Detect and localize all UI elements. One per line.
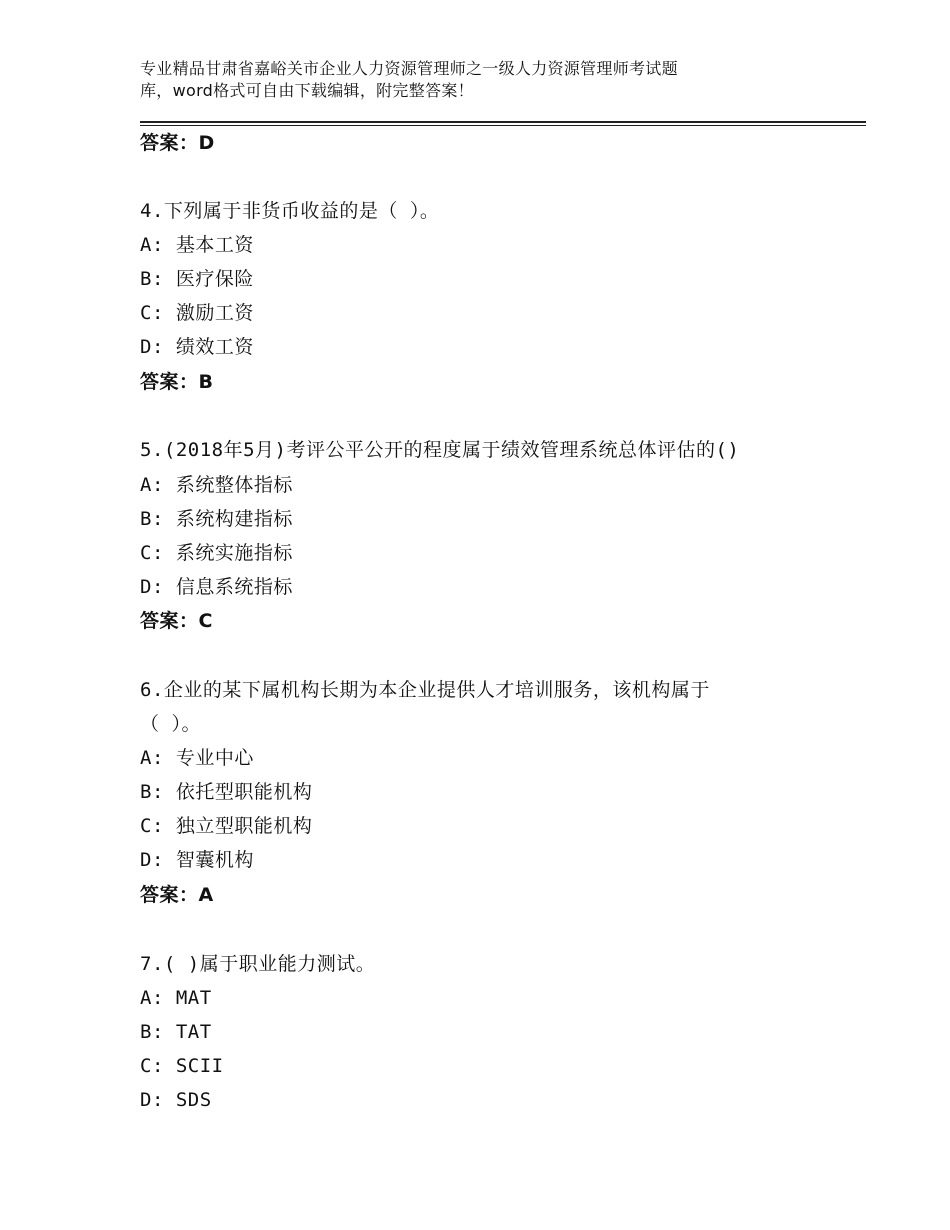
question-7-option-c: C: SCII: [140, 1055, 224, 1077]
question-6-option-b: B: 依托型职能机构: [140, 781, 313, 803]
question-5-option-b: B: 系统构建指标: [140, 508, 293, 530]
question-7-option-a: A: MAT: [140, 987, 212, 1009]
question-5-stem: 5.(2018年5月)考评公平公开的程度属于绩效管理系统总体评估的(): [140, 439, 740, 461]
document-header: [140, 58, 780, 102]
header-divider-thin: [140, 125, 866, 126]
question-7-option-b: B: TAT: [140, 1021, 212, 1043]
question-4-option-a: A: 基本工资: [140, 234, 254, 256]
question-5-option-c: C: 系统实施指标: [140, 542, 293, 564]
question-4-option-d: D: 绩效工资: [140, 336, 254, 358]
question-5-option-d: D: 信息系统指标: [140, 576, 293, 598]
question-5-option-a: A: 系统整体指标: [140, 474, 293, 496]
question-5-answer: 答案：C: [140, 610, 213, 632]
question-7-stem: 7.( )属于职业能力测试。: [140, 953, 376, 975]
previous-answer: 答案：D: [140, 132, 215, 154]
question-4-option-b: B: 医疗保险: [140, 268, 254, 290]
header-title-line-2: 库，word格式可自由下载编辑，附完整答案！: [140, 81, 474, 100]
question-7-option-d: D: SDS: [140, 1089, 212, 1111]
question-6-stem: 6.企业的某下属机构长期为本企业提供人才培训服务，该机构属于: [140, 679, 710, 701]
question-6-answer: 答案：A: [140, 884, 214, 906]
question-4-option-c: C: 激励工资: [140, 302, 254, 324]
question-6-option-d: D: 智囊机构: [140, 849, 254, 871]
question-6-option-a: A: 专业中心: [140, 747, 254, 769]
question-4-stem: 4.下列属于非货币收益的是（ ）。: [140, 200, 440, 222]
question-6-stem-continued: （ ）。: [140, 713, 201, 735]
question-6-option-c: C: 独立型职能机构: [140, 815, 313, 837]
header-divider-thick: [140, 121, 866, 123]
question-4-answer: 答案：B: [140, 371, 214, 393]
header-title-line-1: 专业精品甘肃省嘉峪关市企业人力资源管理师之一级人力资源管理师考试题: [140, 59, 678, 78]
